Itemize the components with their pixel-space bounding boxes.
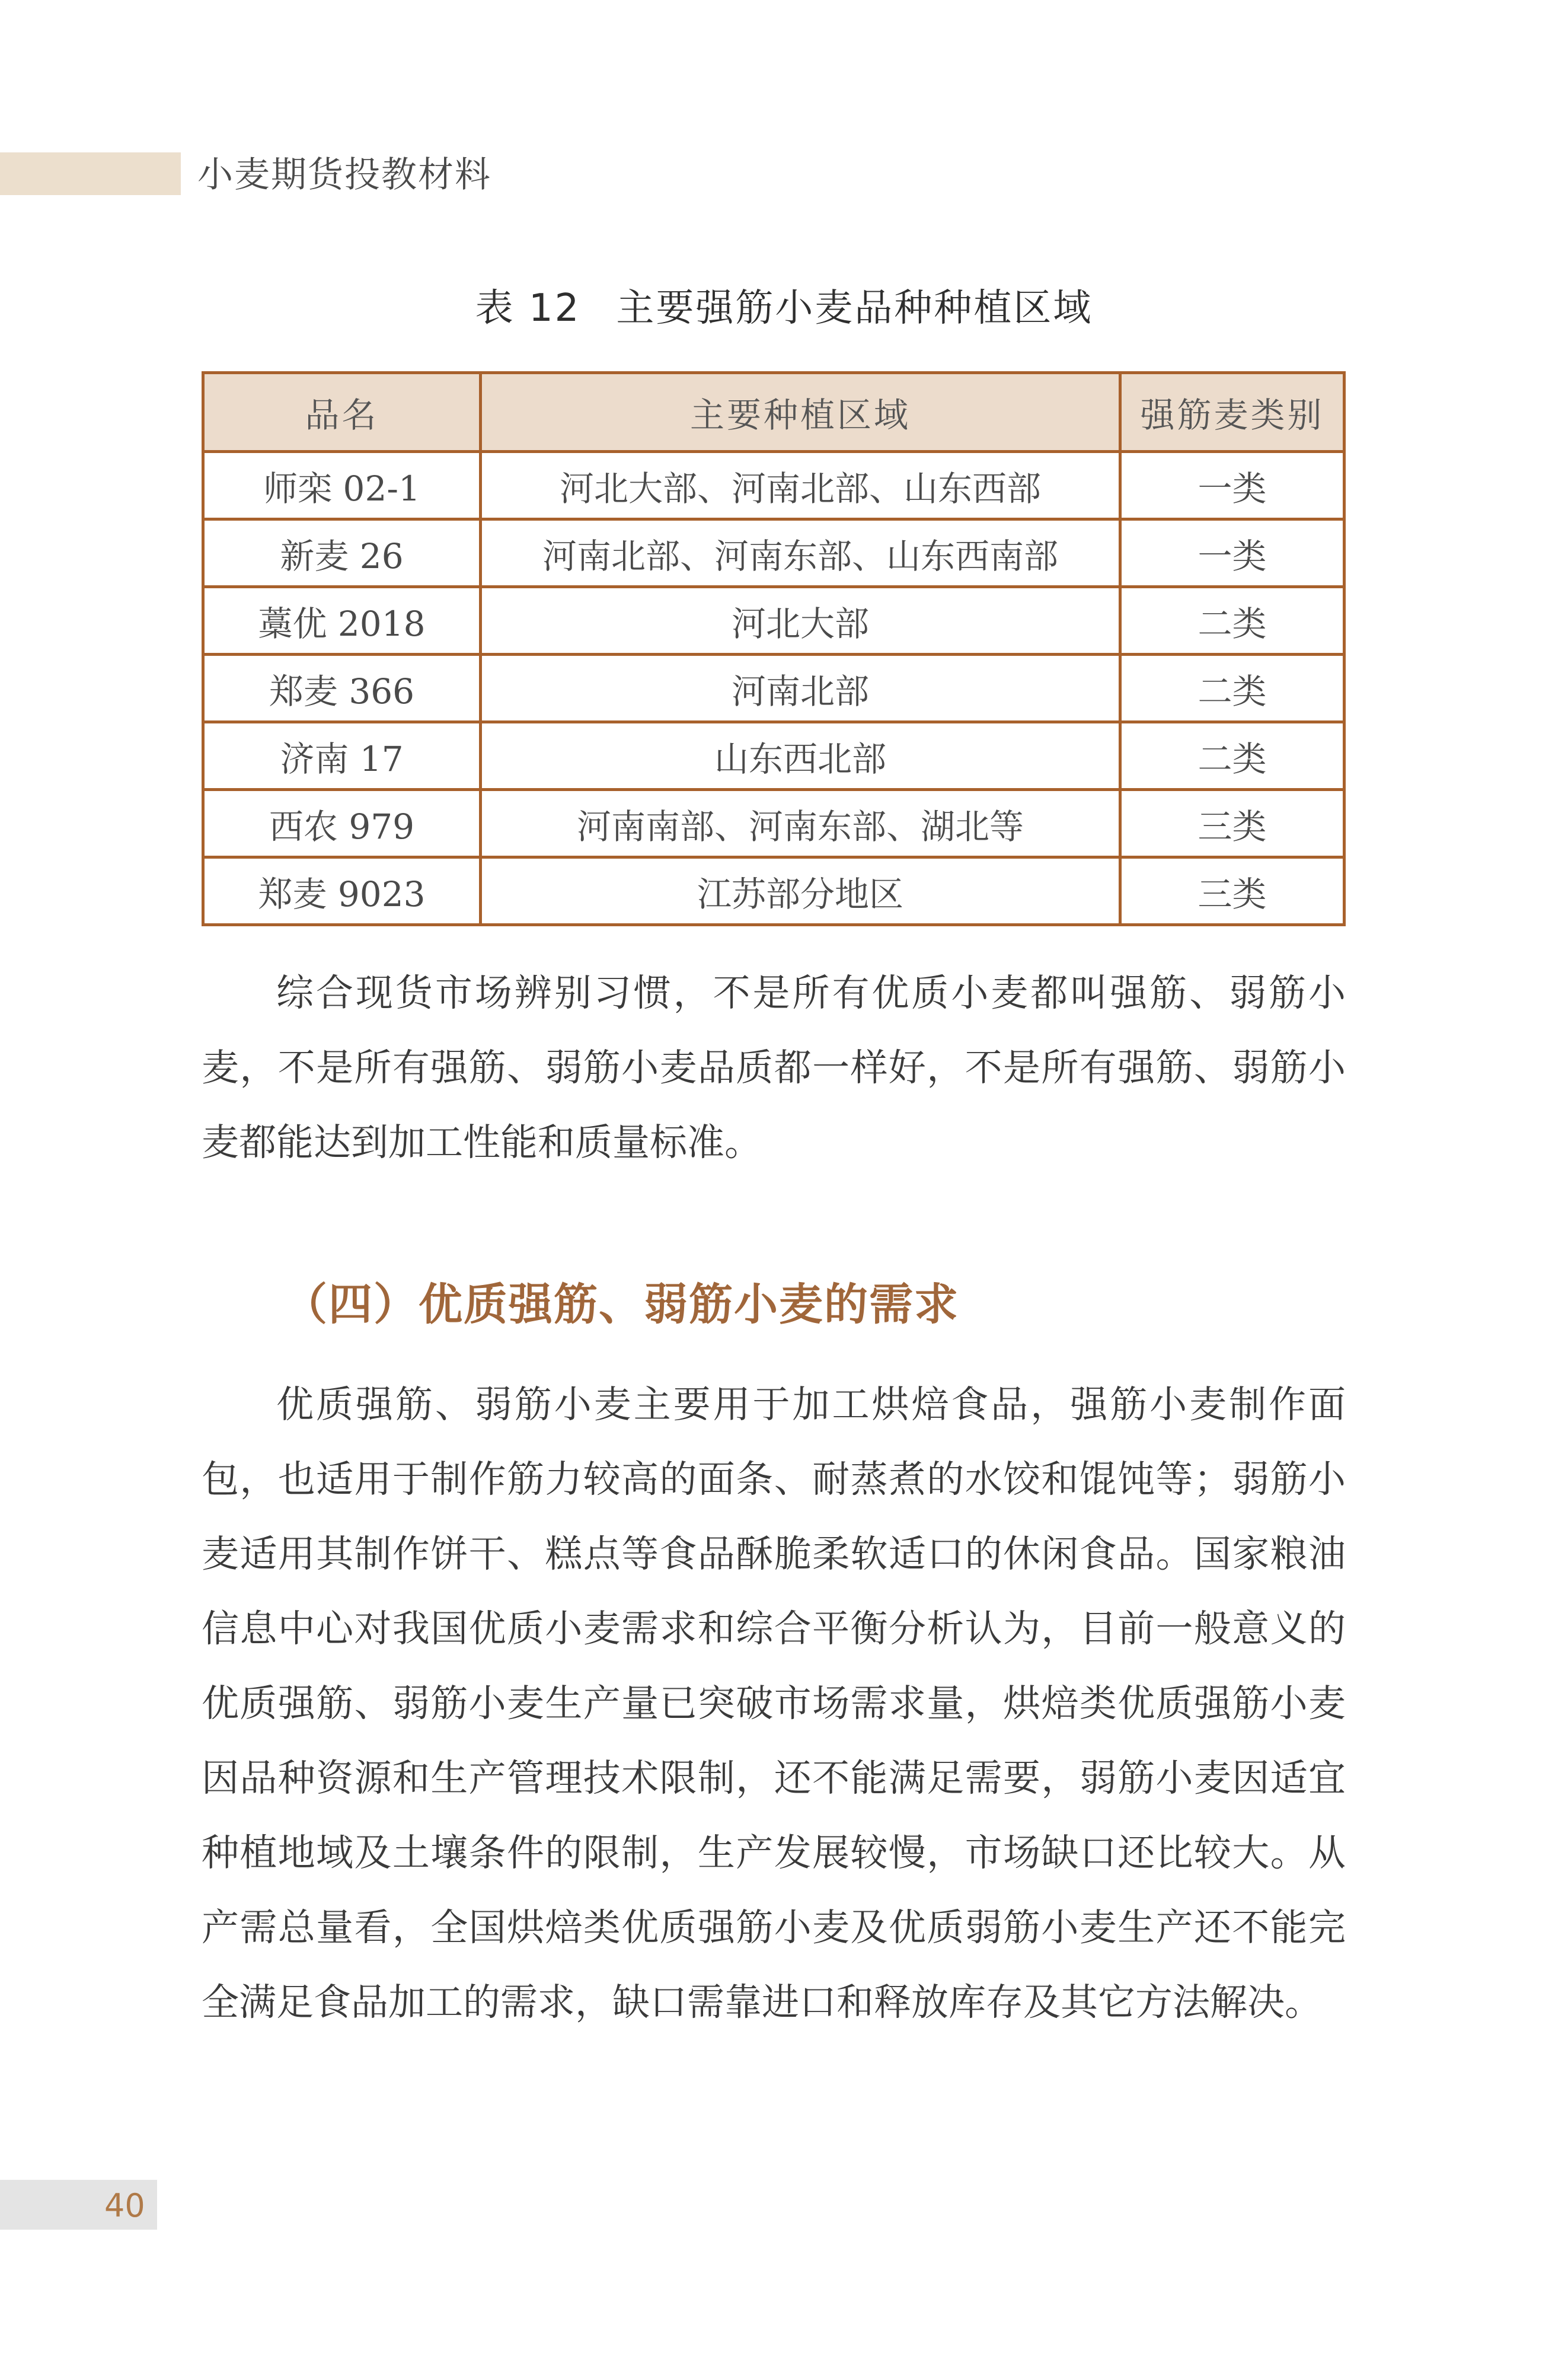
wheat-varieties-table <box>202 371 1346 926</box>
variety-cell: 师栾 02-1 <box>203 452 481 519</box>
category-cell: 一类 <box>1120 519 1344 587</box>
variety-cell: 郑麦 366 <box>203 655 481 722</box>
variety-cell: 藁优 2018 <box>203 587 481 655</box>
body-paragraph-demand: 优质强筋、弱筋小麦主要用于加工烘焙食品，强筋小麦制作面包，也适用于制作筋力较高的面条、耐蒸煮的水饺和馄饨等；弱筋小麦适用其制作饼干、糕点等食品酥脆柔软适口的休闲食品。国家粮油信息中心对我国优质小麦需求和综合平衡分析认为，目前一般意义的优质强筋、弱筋小麦生产量已突破市场需求量，烘焙类优质强筋小麦因品种资源和生产管理技术限制，还不能满足需要，弱筋小麦因适宜种植地域及土壤条件的限制，生产发展较慢，市场缺口还比较大。从产需总量看，全国烘焙类优质强筋小麦及优质弱筋小麦生产还不能完全满足食品加工的需求，缺口需靠进口和释放库存及其它方法解决。 <box>202 1383 1346 2024</box>
table-caption <box>0 279 1568 338</box>
region-cell: 山东西北部 <box>481 722 1120 790</box>
table-row <box>203 519 1345 587</box>
page-number: 40 <box>104 2187 145 2224</box>
body-paragraph-market-habits: 综合现货市场辨别习惯，不是所有优质小麦都叫强筋、弱筋小麦，不是所有强筋、弱筋小麦品质都一样好，不是所有强筋、弱筋小麦都能达到加工性能和质量标准。 <box>202 971 1346 1164</box>
table-caption-title: 主要强筋小麦品种种植区域 <box>616 286 1093 330</box>
table-row <box>203 790 1345 857</box>
table-row <box>203 655 1345 722</box>
region-cell: 河北大部、河南北部、山东西部 <box>481 452 1120 519</box>
table-row <box>203 722 1345 790</box>
table-row <box>203 857 1345 925</box>
column-header-variety: 品名 <box>203 373 481 452</box>
category-cell: 二类 <box>1120 587 1344 655</box>
table-caption-number: 表 12 <box>475 286 581 330</box>
region-cell: 河南北部 <box>481 655 1120 722</box>
column-header-category: 强筋麦类别 <box>1120 373 1344 452</box>
region-cell: 江苏部分地区 <box>481 857 1120 925</box>
table-row <box>203 452 1345 519</box>
header-accent-band <box>0 152 181 195</box>
variety-cell: 济南 17 <box>203 722 481 790</box>
category-cell: 一类 <box>1120 452 1344 519</box>
category-cell: 三类 <box>1120 790 1344 857</box>
running-header: 小麦期货投教材料 <box>197 154 491 196</box>
table-header-row <box>203 373 1345 452</box>
table-row <box>203 587 1345 655</box>
category-cell: 二类 <box>1120 722 1344 790</box>
variety-cell: 郑麦 9023 <box>203 857 481 925</box>
category-cell: 二类 <box>1120 655 1344 722</box>
column-header-region: 主要种植区域 <box>481 373 1120 452</box>
region-cell: 河南北部、河南东部、山东西南部 <box>481 519 1120 587</box>
region-cell: 河南南部、河南东部、湖北等 <box>481 790 1120 857</box>
region-cell: 河北大部 <box>481 587 1120 655</box>
variety-cell: 西农 979 <box>203 790 481 857</box>
section-heading: （四）优质强筋、弱筋小麦的需求 <box>283 1279 959 1330</box>
variety-cell: 新麦 26 <box>203 519 481 587</box>
category-cell: 三类 <box>1120 857 1344 925</box>
